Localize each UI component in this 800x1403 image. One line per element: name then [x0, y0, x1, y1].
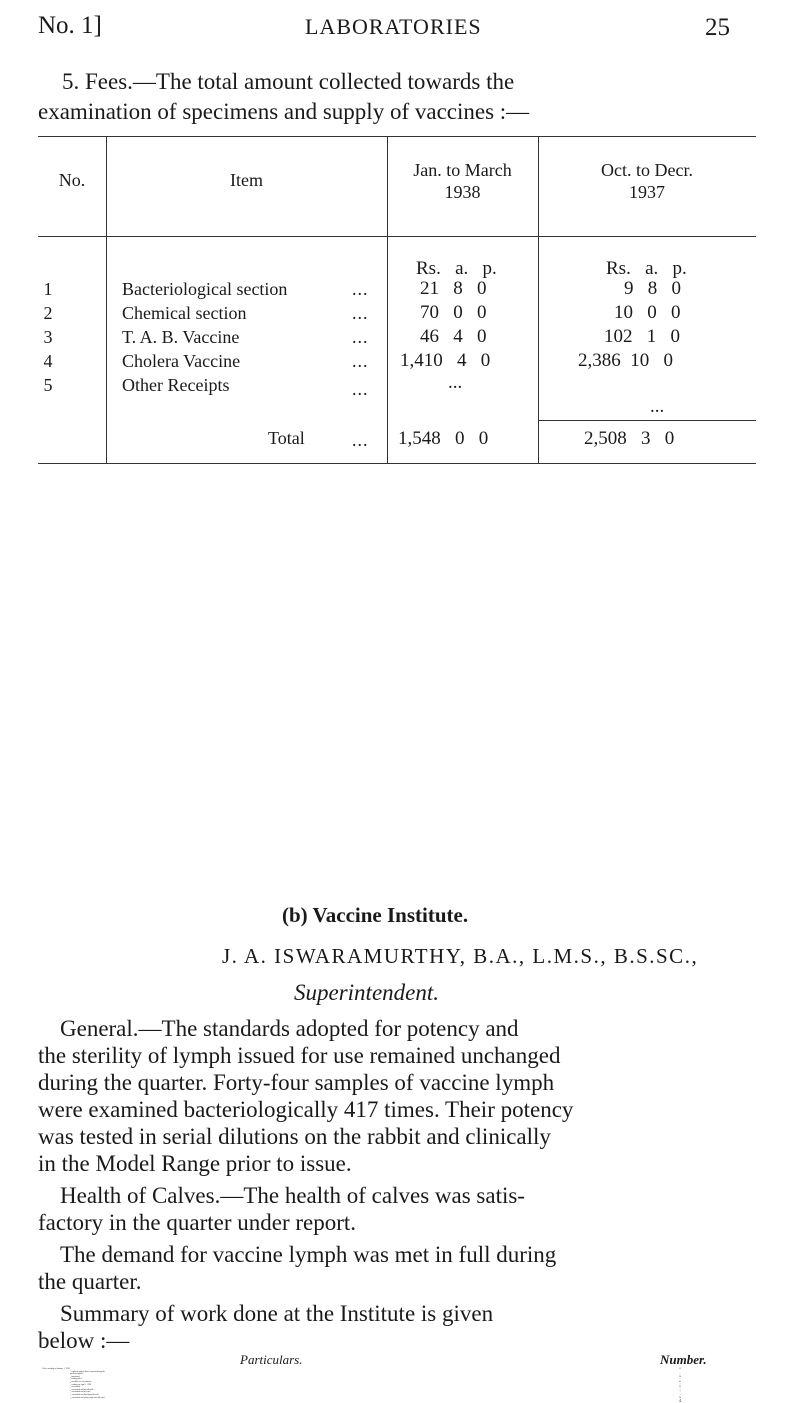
fees-intro-line-2: examination of specimens and supply of vaccines :—	[38, 99, 530, 124]
fees-intro-line-1: 5. Fees.—The total amount collected towards the	[62, 69, 515, 94]
summary-row-text: ,, purchased	[70, 1375, 80, 1378]
summary-row-text: ,, vaccinated and rejected	[70, 1391, 91, 1394]
leader-dots: ...	[352, 327, 369, 347]
col-header-jan-mar: Jan. to March	[413, 160, 512, 180]
row-no: 5	[43, 375, 53, 395]
row-col1: 70 0 0	[420, 302, 487, 323]
summary-row-text: ” replaced against those returned during the	[70, 1370, 105, 1373]
col-header-oct-dec: Oct. to Decr.	[601, 160, 693, 180]
page-number: 25	[705, 14, 730, 41]
summary-row-number: 34	[679, 1396, 681, 1399]
general-line: were examined bacteriologically 417 times. Their potency	[38, 1097, 574, 1122]
health-line: Health of Calves.—The health of calves was satis-	[60, 1183, 525, 1208]
summary-row-text: ,, vaccinated	[70, 1386, 81, 1389]
row-no: 1	[43, 279, 53, 299]
row-col1: 21 8 0	[420, 278, 487, 299]
summary-row-number: 1	[679, 1391, 681, 1394]
summary-row-text: previous quarter	[70, 1373, 84, 1376]
row-no: 3	[43, 327, 53, 347]
row-col1: ...	[448, 372, 463, 393]
demand-line: The demand for vaccine lymph was met in full during	[60, 1242, 557, 1267]
general-line: was tested in serial dilutions on the rabbit and clinically	[38, 1124, 551, 1149]
row-item: Cholera Vaccine	[122, 351, 241, 371]
row-no: 4	[43, 351, 53, 371]
units-col1: Rs. a. p.	[416, 258, 497, 279]
summary-row-number: ...	[679, 1378, 681, 1381]
col-header-particulars: Particulars.	[240, 1352, 303, 1367]
table-header-rule	[38, 236, 756, 237]
total-rule-col2	[538, 420, 756, 421]
row-col2: ...	[650, 396, 665, 417]
row-no: 2	[43, 303, 53, 323]
demand-line: the quarter.	[38, 1269, 142, 1294]
col-header-jan-mar-year: 1938	[444, 182, 481, 202]
summary-row-number: 42	[679, 1381, 681, 1383]
summary-line: below :—	[38, 1328, 130, 1353]
row-col2: 102 1 0	[604, 326, 680, 347]
col-header-no: No.	[58, 170, 86, 190]
general-line: General.—The standards adopted for potency and	[60, 1016, 519, 1041]
col-header-item: Item	[230, 170, 263, 190]
summary-row-number: ...	[679, 1394, 681, 1396]
summary-row-text: ,, vaccinated and uncollected ...	[70, 1388, 96, 1391]
row-item: T. A. B. Vaccine	[122, 327, 240, 347]
summary-line: Summary of work done at the Institute is given	[60, 1301, 494, 1326]
table-bottom-rule	[38, 463, 756, 464]
row-col2: 2,386 10 0	[578, 350, 673, 371]
row-col2: 10 0 0	[614, 302, 681, 323]
general-line: during the quarter. Forty-four samples of vaccine lymph	[38, 1070, 555, 1095]
summary-row-number: 12	[679, 1368, 681, 1370]
summary-row-number: 35	[679, 1386, 681, 1389]
table-top-rule	[38, 136, 756, 137]
row-item: Chemical section	[122, 303, 247, 323]
summary-row-text: ,. waiting on April 1, 1938	[70, 1383, 92, 1386]
summary-row-number: 30	[679, 1375, 681, 1378]
summary-row-number: 7	[679, 1383, 681, 1386]
summary-footer-number: 4	[679, 1398, 681, 1403]
leader-dots: ...	[352, 379, 369, 399]
leader-dots: ...	[352, 279, 369, 299]
col-header-number: Number.	[660, 1352, 707, 1367]
col-header-oct-dec-year: 1937	[629, 182, 665, 202]
row-item: Bacteriological section	[122, 279, 288, 299]
summary-row-text: ,, vaccinated and whose pulp was collected.	[70, 1396, 105, 1399]
health-line: factory in the quarter under report.	[38, 1210, 357, 1235]
summary-row-number: 1	[679, 1388, 681, 1391]
units-col2: Rs. a. p.	[606, 258, 687, 279]
row-col1: 46 4 0	[420, 326, 487, 347]
row-item: Other Receipts	[122, 375, 230, 395]
leader-dots: ...	[352, 303, 369, 323]
row-col2: 9 8 0	[624, 278, 681, 299]
journal-number: No. 1]	[38, 12, 102, 39]
designation: Superintendent.	[294, 980, 439, 1005]
page-heading: LABORATORIES	[305, 14, 482, 39]
summary-row-text: Calves waiting on January 1, 1938	[42, 1368, 70, 1370]
summary-row-text: ,, vaccinated and died (uncollected)	[70, 1394, 99, 1396]
leader-dots: ...	[352, 430, 369, 450]
summary-row-number: ...	[679, 1373, 681, 1376]
total-col1: 1,548 0 0	[398, 428, 489, 449]
total-col2: 2,508 3 0	[584, 428, 675, 449]
leader-dots: ...	[352, 351, 369, 371]
general-line: the sterility of lymph issued for use remained unchanged	[38, 1043, 561, 1068]
general-line: in the Model Range prior to issue.	[38, 1151, 352, 1176]
row-col1: 1,410 4 0	[400, 350, 491, 371]
total-label: Total	[268, 428, 305, 448]
superintendent-name: J. A. ISWARAMURTHY, B.A., L.M.S., B.S.SC.,	[222, 944, 699, 968]
summary-row-text: ,, available for vaccination	[70, 1381, 92, 1383]
section-heading: (b) Vaccine Institute.	[282, 903, 469, 927]
summary-row-text: ,, waiting died	[70, 1378, 82, 1381]
